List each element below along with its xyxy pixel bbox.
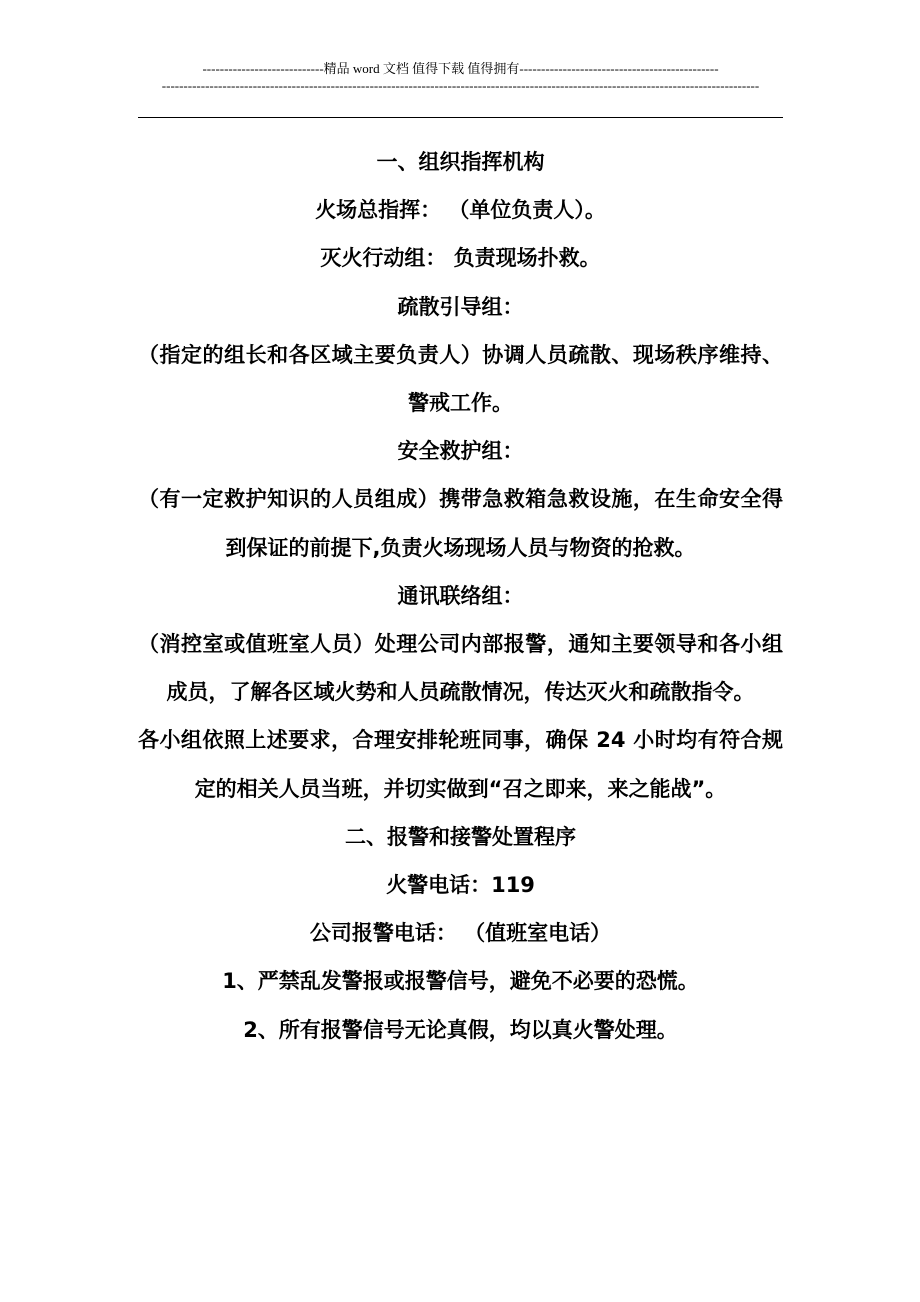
- communication-group-description: （消控室或值班室人员）处理公司内部报警，通知主要领导和各小组成员，了解各区域火势和人员疏散情况，传达灭火和疏散指令。: [138, 632, 783, 705]
- duty-requirement-paragraph: 各小组依照上述要求，合理安排轮班同事，确保 24 小时均有符合规定的相关人员当班，并切实做到“召之即来，来之能战”。: [138, 728, 783, 801]
- header-banner: ----------------------------精品 word 文档 值得下载 值得拥有----------------------------------------------: [202, 61, 719, 76]
- rule-1: 1、严禁乱发警报或报警信号，避免不必要的恐慌。: [222, 969, 699, 994]
- communication-group-title: 通讯联络组：: [397, 583, 524, 608]
- commander-line: 火场总指挥： （单位负责人）。: [315, 198, 606, 223]
- evacuation-group-title: 疏散引导组：: [397, 294, 524, 319]
- rescue-group-description: （有一定救护知识的人员组成）携带急救箱急救设施，在生命安全得到保证的前提下,负责火场现场人员与物资的抢救。: [138, 487, 783, 560]
- firefight-group-line: 灭火行动组： 负责现场扑救。: [320, 246, 601, 271]
- rule-2: 2、所有报警信号无论真假，均以真火警处理。: [243, 1017, 678, 1042]
- header-dash-line: ------------------------------------------------------------------------------------------------------------------------------------------: [161, 78, 760, 93]
- header-rule: [138, 117, 783, 118]
- page-header: [138, 60, 783, 94]
- section-1-title: 一、组织指挥机构: [376, 150, 545, 174]
- document-body: [138, 138, 783, 1054]
- rescue-group-title: 安全救护组：: [397, 439, 524, 464]
- fire-phone-line: 火警电话：119: [386, 873, 535, 898]
- evacuation-group-description: （指定的组长和各区域主要负责人）协调人员疏散、现场秩序维持、警戒工作。: [138, 342, 783, 416]
- company-phone-line: 公司报警电话： （值班室电话）: [309, 921, 612, 946]
- section-2-title: 二、报警和接警处置程序: [345, 824, 576, 849]
